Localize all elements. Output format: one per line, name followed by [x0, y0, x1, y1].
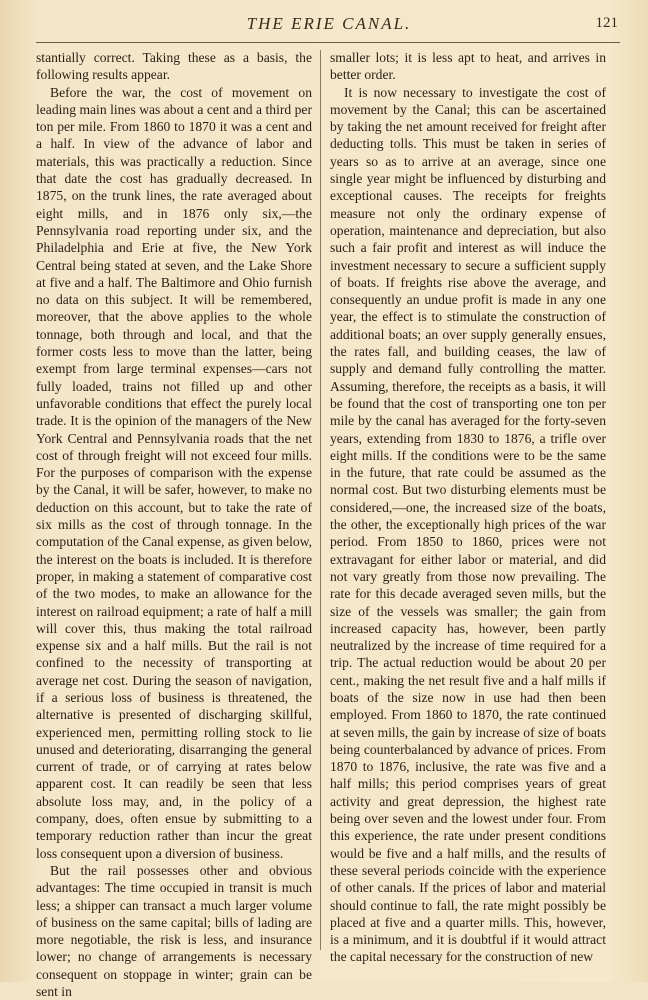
header-rule [36, 42, 620, 43]
paragraph: It is now necessary to investigate the cost of movement by the Canal; this can be ascertained by taking the net amount received for freight after deducting tolls. This must be taken in series of years so as to arrive at an average, since one single year might be influenced by disturbing and exceptional causes. The receipts for freights measure not only the ordinary expense of operation, maintenance and depreciation, but also such a fair profit and interest as will induce the investment necessary to secure a sufficient supply of boats. If freights rise above the average, and consequently an undue profit is made in any one year, the effect is to stimulate the construction of additional boats; an over supply generally ensues, the rates fall, and building ceases, the law of supply and demand fully controlling the matter. Assuming, therefore, the receipts as a basis, it will be found that the cost of transporting one ton per mile by the canal has averaged for the forty-seven years, extending from 1830 to 1876, a trifle over eight mills. If the conditions were to be the same in the future, that rate could be assumed as the normal cost. But two disturbing elements must be considered,—one, the increased size of the boats, the other, the exceptionally high prices of the war period. From 1850 to 1860, prices were not extravagant for either labor or material, and did not vary greatly from those now prevailing. The rate for this decade averaged seven mills, but the size of the vessels was smaller; the gain from increased capacity has, however, been partly neutralized by the increase of time required for a trip. The actual reduction would be about 20 per cent., making the net result five and a half mills if boats of the size now in use had then been employed. From 1860 to 1870, the rate continued at seven mills, the gain by increase of size of boats being counterbalanced by advance of prices. From 1870 to 1876, inclusive, the rate was five and a half mills; this period comprises years of great activity and great depression, the highest rate being over seven and the lowest under four. From this experience, the rate under present conditions would be five and a half mills, and the results of these several periods coincide with the experience of other canals. If the prices of labor and material should continue to fall, the rate might possibly be placed at five and a quarter mills. This, however, is a minimum, and it is doubtful if it would attract the capital necessary for the construction of new [330, 84, 606, 965]
left-column [36, 49, 312, 1000]
paragraph: Before the war, the cost of movement on leading main lines was about a cent and a third per ton per mile. From 1860 to 1870 it was a cent and a half. In view of the advance of labor and materials, this was practically a reduction. Since that date the cost has gradually decreased. In 1875, on the trunk lines, the rate averaged about eight mills, and in 1876 only six,—the Pennsylvania road reporting under six, and the Philadelphia and Erie at five, the New York Central being stated at seven, and the Lake Shore at five and a half. The Baltimore and Ohio furnish no data on this subject. It will be remembered, moreover, that the above applies to the whole tonnage, both through and local, and that the former costs less to move than the latter, being exempt from large terminal expenses—cars not fully loaded, trains not filled up and other unfavorable conditions that effect the purely local trade. It is the opinion of the managers of the New York Central and Pennsylvania roads that the net cost of through freight will not exceed four mills. For the purposes of comparison with the expense by the Canal, it will be safer, however, to make no deduction on this account, but to take the rate of six mills as the cost of through tonnage. In the computation of the Canal expense, as given below, the interest on the boats is included. It is therefore proper, in making a statement of comparative cost of the two modes, to make an allowance for the interest on railroad equipment; a rate of half a mill will cover this, thus making the total railroad expense six and a half mills. But the rail is not confined to the necessity of transporting at average net cost. During the season of navigation, if a serious loss of business is threatened, the alternative is presented of discharging skillful, experienced men, permitting rolling stock to lie unused and deteriorating, disarranging the general current of trade, or of carrying at rates below apparent cost. It can readily be seen that less absolute loss may, and, in the policy of a company, does, often ensue by submitting to a temporary reduction rather than incur the great loss consequent upon a diversion of business. [36, 84, 312, 861]
running-title: THE ERIE CANAL. [246, 14, 412, 33]
page-number: 121 [595, 15, 618, 31]
paragraph: smaller lots; it is less apt to heat, and arrives in better order. [330, 50, 606, 83]
paragraph: But the rail possesses other and obvious advantages: The time occupied in transit is much less; a shipper can transact a much larger volume of business on the same capital; bills of lading are more negotiable, the risk is less, and insurance lower; no change of arrangements is necessary consequent on stoppage in winter; grain can be sent in [36, 862, 312, 1000]
paragraph: stantially correct. Taking these as a basis, the following results appear. [36, 50, 312, 83]
page-header [38, 12, 620, 38]
right-column [330, 49, 606, 969]
column-divider [320, 50, 321, 950]
